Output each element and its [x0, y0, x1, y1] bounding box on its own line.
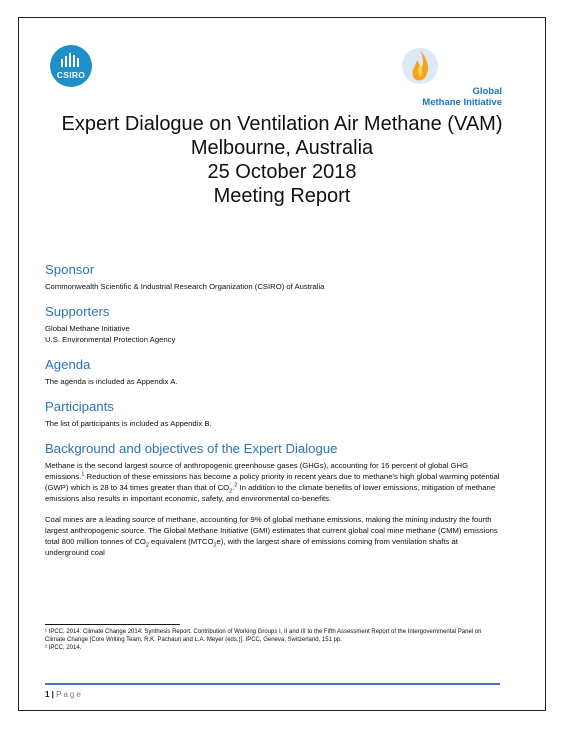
- section-sponsor: [45, 262, 500, 292]
- section-agenda: [45, 357, 500, 387]
- section-text: The list of participants is included as Appendix B.: [45, 419, 212, 428]
- footnote: ¹ IPCC, 2014: Climate Change 2014: Synthesis Report. Contribution of Working Groups I, II and III to the Fifth Assessment Report of the Intergovernmental Panel on Climate Change [Core Writing Team, R.K. Pachauri and L.A. Meyer (eds.)]. IPCC, Geneva, Switzerland, 151 pp.: [45, 629, 482, 644]
- section-heading: Supporters: [45, 304, 110, 319]
- footnotes: [45, 628, 500, 653]
- paragraph: Methane is the second largest source of anthropogenic greenhouse gases (GHGs), accounting for 16 percent of global GHG emissions.$^1$ Reduction of these emissions has become a policy priority in recent years due to methane's high global warming potential (GWP) which is 28 to 34 times greater than that of $CO_2.^2$ In addition to the climate benefits of lower emissions, mitigation of methane emissions also results in important economic, safety, and environmental co-benefits.: [45, 461, 500, 503]
- page-footer: [45, 690, 83, 699]
- title-line-4: Meeting Report: [213, 185, 351, 207]
- gmi-logo: [386, 46, 506, 112]
- section-supporters: [45, 304, 500, 345]
- report-title: [0, 112, 564, 208]
- csiro-logo-icon: [60, 53, 82, 67]
- section-background: [45, 441, 500, 558]
- gmi-logo-line2: Methane Initiative: [422, 97, 502, 108]
- footnote-ref[interactable]: 1: [81, 471, 85, 478]
- footnote-ref[interactable]: 2: [234, 482, 238, 489]
- section-heading: Sponsor: [45, 262, 95, 277]
- page-label: Page: [56, 690, 83, 699]
- section-text: Global Methane Initiative: [45, 324, 130, 333]
- title-line-1: Expert Dialogue on Ventilation Air Methane (VAM): [61, 113, 503, 135]
- section-text: Commonwealth Scientific & Industrial Research Organization (CSIRO) of Australia: [45, 282, 325, 291]
- footer-divider: [45, 683, 500, 685]
- section-heading: Background and objectives of the Expert Dialogue: [45, 441, 338, 456]
- footer-separator: |: [49, 690, 57, 699]
- title-line-2: Melbourne, Australia: [190, 137, 374, 159]
- paragraph: Coal mines are a leading source of methane, accounting for 9% of global methane emissions, making the mining industry the fourth largest anthropogenic source. The Global Methane Initiative (GMI) estimates that current global coal mine methane (CMM) emissions total 800 million tonnes of $CO_2$ equivalent $(MTCO_2e)$, with the largest share of emissions coming from ventilation shafts at underground coal: [45, 515, 498, 557]
- section-heading: Participants: [45, 399, 114, 414]
- section-text: The agenda is included as Appendix A.: [45, 377, 178, 386]
- csiro-logo-text: CSIRO: [56, 70, 86, 80]
- section-heading: Agenda: [45, 357, 91, 372]
- page-number: 1: [45, 690, 50, 699]
- report-body: [45, 262, 500, 570]
- title-line-3: 25 October 2018: [207, 161, 357, 183]
- footnote: ² IPCC, 2014.: [45, 645, 82, 652]
- footnote-divider: [45, 624, 180, 625]
- flame-icon: [400, 46, 440, 86]
- gmi-logo-line1: Global: [472, 86, 502, 97]
- csiro-logo: [50, 45, 92, 87]
- section-text: U.S. Environmental Protection Agency: [45, 335, 176, 344]
- section-participants: [45, 399, 500, 429]
